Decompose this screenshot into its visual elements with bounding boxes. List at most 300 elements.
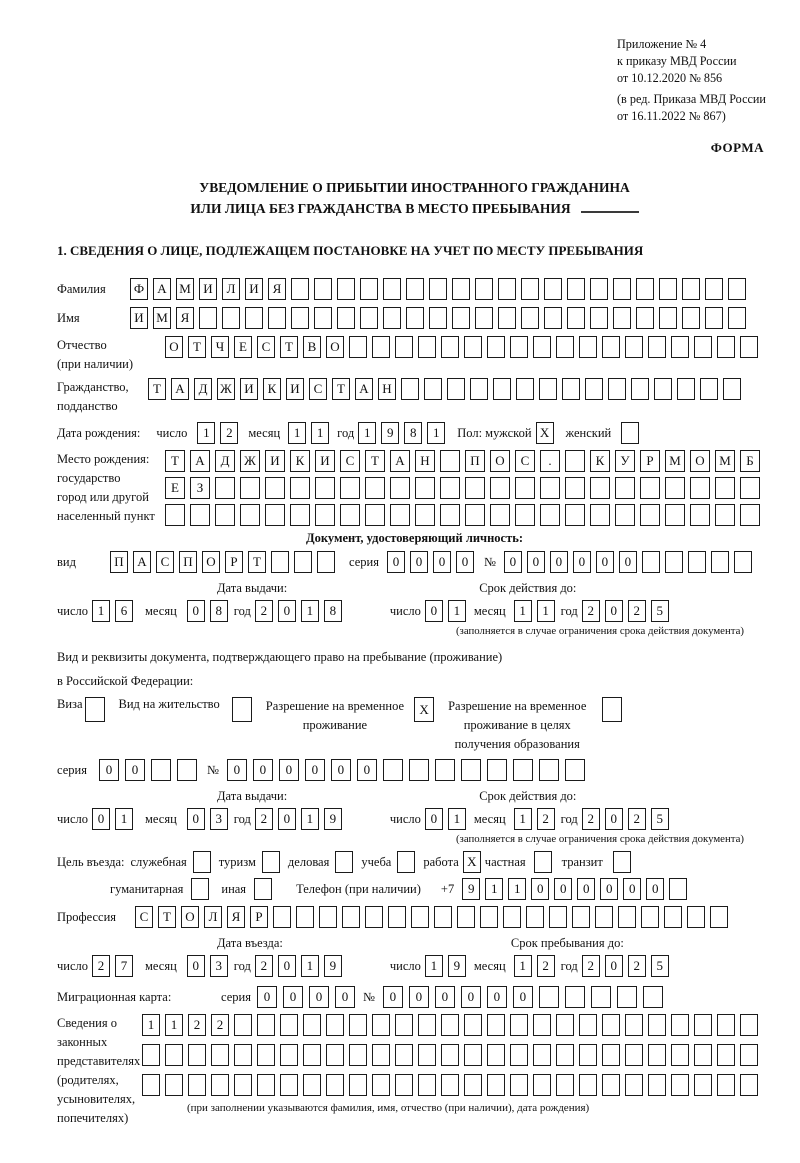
doc-series-cell[interactable]: 0 [387,551,405,573]
birthplace-cell[interactable] [640,504,660,526]
doc-type-cell[interactable]: П [110,551,128,573]
citizenship-cell[interactable] [562,378,580,400]
birthplace-cell[interactable] [390,477,410,499]
name-cell[interactable]: М [153,307,171,329]
name-cell[interactable] [567,307,585,329]
birthplace-cell[interactable]: К [290,450,310,472]
birthplace-cell[interactable]: Б [740,450,760,472]
birthplace-cell[interactable] [440,504,460,526]
permit-valid-year-cell[interactable]: 2 [628,808,646,830]
citizenship-cell[interactable]: А [355,378,373,400]
birthplace-cell[interactable]: Ж [240,450,260,472]
doc-issue-year-cell[interactable]: 1 [301,600,319,622]
representative-cell[interactable] [165,1044,183,1066]
surname-cell[interactable]: Ф [130,278,148,300]
patronymic-cell[interactable] [372,336,390,358]
name-cell[interactable] [521,307,539,329]
birthplace-cell[interactable] [240,477,260,499]
permit-series-cell[interactable] [177,759,197,781]
profession-cell[interactable]: С [135,906,153,928]
citizenship-cell[interactable]: С [309,378,327,400]
doc-type-cell[interactable]: А [133,551,151,573]
purpose-commercial-cell[interactable] [335,851,353,873]
surname-cell[interactable]: А [153,278,171,300]
migration-number-cell[interactable] [539,986,559,1008]
birthplace-cell[interactable] [565,477,585,499]
profession-cell[interactable] [273,906,291,928]
representative-cell[interactable] [372,1014,390,1036]
representative-cell[interactable] [602,1074,620,1096]
permit-issue-month-cell[interactable]: 0 [187,808,205,830]
temp-residence-checkbox-cell[interactable]: X [414,697,434,722]
name-cell[interactable] [728,307,746,329]
birthplace-cell[interactable]: Е [165,477,185,499]
representative-cell[interactable] [418,1074,436,1096]
phone-digit-cell[interactable]: 0 [531,878,549,900]
birthplace-cell[interactable] [715,504,735,526]
citizenship-cell[interactable] [631,378,649,400]
phone-digit-cell[interactable]: 0 [646,878,664,900]
doc-number-cell[interactable] [642,551,660,573]
doc-number-cell[interactable] [688,551,706,573]
citizenship-cell[interactable] [516,378,534,400]
birthplace-cell[interactable]: С [340,450,360,472]
profession-cell[interactable] [641,906,659,928]
representative-cell[interactable] [303,1074,321,1096]
birth-day-cell[interactable]: 1 [197,422,215,444]
profession-cell[interactable] [411,906,429,928]
representative-cell[interactable] [326,1044,344,1066]
surname-cell[interactable] [406,278,424,300]
citizenship-cell[interactable]: Ж [217,378,235,400]
representative-cell[interactable] [464,1014,482,1036]
profession-cell[interactable] [618,906,636,928]
entry-month-cell[interactable]: 3 [210,955,228,977]
citizenship-cell[interactable] [677,378,695,400]
purpose-work-cell[interactable]: X [463,851,481,873]
migration-series-cell[interactable]: 0 [335,986,355,1008]
purpose-tourism-cell[interactable] [262,851,280,873]
birthplace-cell[interactable]: М [715,450,735,472]
profession-cell[interactable] [572,906,590,928]
doc-valid-month-cell[interactable]: 1 [537,600,555,622]
representative-cell[interactable] [740,1014,758,1036]
citizenship-cell[interactable] [585,378,603,400]
patronymic-cell[interactable]: С [257,336,275,358]
representative-cell[interactable] [257,1014,275,1036]
birthplace-cell[interactable]: Т [365,450,385,472]
migration-number-cell[interactable]: 0 [487,986,507,1008]
temp-residence-edu-checkbox-cell[interactable] [602,697,622,722]
permit-issue-year-cell[interactable]: 1 [301,808,319,830]
birthplace-cell[interactable] [265,504,285,526]
purpose-business-cell[interactable] [193,851,211,873]
profession-cell[interactable]: Р [250,906,268,928]
representative-cell[interactable] [556,1044,574,1066]
surname-cell[interactable] [567,278,585,300]
birthplace-cell[interactable] [415,477,435,499]
doc-number-cell[interactable] [665,551,683,573]
birthplace-cell[interactable] [190,504,210,526]
representative-cell[interactable] [441,1044,459,1066]
doc-valid-day-cell[interactable]: 0 [425,600,443,622]
entry-year-cell[interactable]: 9 [324,955,342,977]
stay-year-cell[interactable]: 2 [628,955,646,977]
entry-day-cell[interactable]: 7 [115,955,133,977]
representative-cell[interactable] [694,1074,712,1096]
patronymic-cell[interactable] [740,336,758,358]
representative-cell[interactable] [211,1074,229,1096]
stay-year-cell[interactable]: 0 [605,955,623,977]
name-cell[interactable]: Я [176,307,194,329]
permit-number-cell[interactable]: 0 [331,759,351,781]
doc-type-cell[interactable]: П [179,551,197,573]
patronymic-cell[interactable] [510,336,528,358]
permit-number-cell[interactable] [383,759,403,781]
entry-day-cell[interactable]: 2 [92,955,110,977]
phone-digit-cell[interactable]: 0 [554,878,572,900]
name-cell[interactable] [705,307,723,329]
representative-cell[interactable] [648,1074,666,1096]
doc-issue-month-cell[interactable]: 0 [187,600,205,622]
doc-issue-year-cell[interactable]: 0 [278,600,296,622]
representative-cell[interactable] [533,1014,551,1036]
representative-cell[interactable] [487,1044,505,1066]
birthplace-cell[interactable] [290,477,310,499]
birthplace-cell[interactable] [740,504,760,526]
name-cell[interactable] [613,307,631,329]
representative-cell[interactable] [142,1074,160,1096]
representative-cell[interactable] [257,1074,275,1096]
permit-issue-year-cell[interactable]: 9 [324,808,342,830]
citizenship-cell[interactable] [654,378,672,400]
permit-valid-year-cell[interactable]: 5 [651,808,669,830]
birthplace-cell[interactable] [615,504,635,526]
birthplace-cell[interactable] [540,504,560,526]
birth-year-cell[interactable]: 1 [427,422,445,444]
name-cell[interactable] [222,307,240,329]
birthplace-cell[interactable] [740,477,760,499]
birthplace-cell[interactable] [565,504,585,526]
birthplace-cell[interactable]: А [390,450,410,472]
profession-cell[interactable]: Л [204,906,222,928]
phone-digit-cell[interactable]: 0 [623,878,641,900]
birthplace-cell[interactable] [365,504,385,526]
representative-cell[interactable] [579,1014,597,1036]
representative-cell[interactable] [395,1014,413,1036]
migration-number-cell[interactable]: 0 [461,986,481,1008]
citizenship-cell[interactable]: Н [378,378,396,400]
migration-number-cell[interactable] [643,986,663,1008]
citizenship-cell[interactable]: А [171,378,189,400]
patronymic-cell[interactable] [464,336,482,358]
surname-cell[interactable] [452,278,470,300]
surname-cell[interactable] [291,278,309,300]
patronymic-cell[interactable] [625,336,643,358]
doc-valid-year-cell[interactable]: 0 [605,600,623,622]
name-cell[interactable] [429,307,447,329]
residence-permit-checkbox-cell[interactable] [232,697,252,722]
representative-cell[interactable] [280,1044,298,1066]
doc-number-cell[interactable]: 0 [550,551,568,573]
permit-issue-year-cell[interactable]: 0 [278,808,296,830]
doc-valid-year-cell[interactable]: 2 [582,600,600,622]
name-cell[interactable] [452,307,470,329]
name-cell[interactable] [475,307,493,329]
representative-cell[interactable] [648,1044,666,1066]
permit-issue-day-cell[interactable]: 1 [115,808,133,830]
representative-cell[interactable] [441,1074,459,1096]
profession-cell[interactable] [503,906,521,928]
birthplace-cell[interactable]: Д [215,450,235,472]
profession-cell[interactable] [710,906,728,928]
name-cell[interactable] [590,307,608,329]
patronymic-cell[interactable]: Т [188,336,206,358]
stay-year-cell[interactable]: 5 [651,955,669,977]
birthplace-cell[interactable]: Р [640,450,660,472]
doc-number-cell[interactable] [711,551,729,573]
profession-cell[interactable] [549,906,567,928]
representative-cell[interactable] [349,1044,367,1066]
birth-day-cell[interactable]: 2 [220,422,238,444]
citizenship-cell[interactable] [470,378,488,400]
representative-cell[interactable] [579,1044,597,1066]
representative-cell[interactable] [740,1074,758,1096]
representative-cell[interactable] [510,1014,528,1036]
representative-cell[interactable] [487,1074,505,1096]
representative-cell[interactable] [418,1044,436,1066]
profession-cell[interactable] [480,906,498,928]
representative-cell[interactable] [694,1014,712,1036]
birthplace-cell[interactable] [690,504,710,526]
citizenship-cell[interactable] [493,378,511,400]
representative-cell[interactable] [234,1074,252,1096]
birthplace-cell[interactable] [615,477,635,499]
permit-number-cell[interactable]: 0 [253,759,273,781]
birthplace-cell[interactable] [315,477,335,499]
name-cell[interactable] [245,307,263,329]
representative-cell[interactable] [579,1074,597,1096]
birthplace-cell[interactable] [440,477,460,499]
citizenship-cell[interactable]: Д [194,378,212,400]
birthplace-cell[interactable] [240,504,260,526]
name-cell[interactable] [544,307,562,329]
representative-cell[interactable] [395,1074,413,1096]
patronymic-cell[interactable] [349,336,367,358]
doc-series-cell[interactable]: 0 [410,551,428,573]
migration-number-cell[interactable] [617,986,637,1008]
representative-cell[interactable] [671,1074,689,1096]
birthplace-cell[interactable] [390,504,410,526]
birthplace-cell[interactable] [540,477,560,499]
phone-digit-cell[interactable] [669,878,687,900]
birthplace-cell[interactable]: С [515,450,535,472]
migration-series-cell[interactable]: 0 [283,986,303,1008]
phone-digit-cell[interactable]: 0 [600,878,618,900]
permit-valid-year-cell[interactable]: 2 [582,808,600,830]
purpose-other-cell[interactable] [254,878,272,900]
permit-number-cell[interactable] [565,759,585,781]
representative-cell[interactable]: 2 [211,1014,229,1036]
surname-cell[interactable] [728,278,746,300]
representative-cell[interactable] [740,1044,758,1066]
representative-cell[interactable] [372,1074,390,1096]
permit-issue-year-cell[interactable]: 2 [255,808,273,830]
birthplace-cell[interactable]: И [315,450,335,472]
name-cell[interactable] [314,307,332,329]
permit-number-cell[interactable]: 0 [305,759,325,781]
doc-valid-month-cell[interactable]: 1 [514,600,532,622]
profession-cell[interactable] [365,906,383,928]
permit-number-cell[interactable] [461,759,481,781]
birth-month-cell[interactable]: 1 [311,422,329,444]
birthplace-cell[interactable]: А [190,450,210,472]
citizenship-cell[interactable]: Т [148,378,166,400]
surname-cell[interactable] [383,278,401,300]
doc-number-cell[interactable]: 0 [619,551,637,573]
birthplace-cell[interactable] [690,477,710,499]
birthplace-cell[interactable] [665,477,685,499]
representative-cell[interactable] [671,1044,689,1066]
permit-number-cell[interactable] [487,759,507,781]
representative-cell[interactable] [556,1014,574,1036]
surname-cell[interactable]: Л [222,278,240,300]
surname-cell[interactable] [544,278,562,300]
birthplace-cell[interactable] [465,504,485,526]
patronymic-cell[interactable] [418,336,436,358]
citizenship-cell[interactable] [424,378,442,400]
representative-cell[interactable] [142,1044,160,1066]
surname-cell[interactable] [360,278,378,300]
permit-series-cell[interactable] [151,759,171,781]
patronymic-cell[interactable]: Е [234,336,252,358]
surname-cell[interactable] [429,278,447,300]
permit-number-cell[interactable] [435,759,455,781]
stay-day-cell[interactable]: 9 [448,955,466,977]
representative-cell[interactable] [602,1044,620,1066]
patronymic-cell[interactable] [671,336,689,358]
birthplace-cell[interactable]: У [615,450,635,472]
birthplace-cell[interactable] [340,477,360,499]
doc-number-cell[interactable] [734,551,752,573]
permit-number-cell[interactable] [513,759,533,781]
permit-issue-month-cell[interactable]: 3 [210,808,228,830]
birthplace-cell[interactable]: З [190,477,210,499]
birthplace-cell[interactable]: О [490,450,510,472]
representative-cell[interactable] [625,1014,643,1036]
patronymic-cell[interactable] [556,336,574,358]
representative-cell[interactable] [717,1014,735,1036]
name-cell[interactable] [659,307,677,329]
doc-number-cell[interactable]: 0 [504,551,522,573]
surname-cell[interactable] [682,278,700,300]
migration-number-cell[interactable] [591,986,611,1008]
birthplace-cell[interactable] [440,450,460,472]
patronymic-cell[interactable] [602,336,620,358]
representative-cell[interactable] [211,1044,229,1066]
profession-cell[interactable]: Я [227,906,245,928]
representative-cell[interactable] [556,1074,574,1096]
migration-number-cell[interactable]: 0 [409,986,429,1008]
representative-cell[interactable] [464,1044,482,1066]
profession-cell[interactable] [434,906,452,928]
doc-series-cell[interactable]: 0 [433,551,451,573]
citizenship-cell[interactable]: К [263,378,281,400]
birthplace-cell[interactable] [590,504,610,526]
representative-cell[interactable] [625,1074,643,1096]
birthplace-cell[interactable]: О [690,450,710,472]
migration-number-cell[interactable]: 0 [435,986,455,1008]
surname-cell[interactable]: Я [268,278,286,300]
representative-cell[interactable] [418,1014,436,1036]
representative-cell[interactable] [188,1044,206,1066]
surname-cell[interactable] [705,278,723,300]
surname-cell[interactable] [636,278,654,300]
representative-cell[interactable] [280,1074,298,1096]
representative-cell[interactable] [303,1014,321,1036]
representative-cell[interactable] [533,1074,551,1096]
surname-cell[interactable] [498,278,516,300]
profession-cell[interactable]: Т [158,906,176,928]
name-cell[interactable] [291,307,309,329]
surname-cell[interactable] [659,278,677,300]
representative-cell[interactable] [717,1074,735,1096]
phone-digit-cell[interactable]: 9 [462,878,480,900]
doc-number-cell[interactable]: 0 [527,551,545,573]
representative-cell[interactable] [533,1044,551,1066]
doc-type-cell[interactable]: Р [225,551,243,573]
representative-cell[interactable] [257,1044,275,1066]
phone-digit-cell[interactable]: 1 [485,878,503,900]
profession-cell[interactable] [388,906,406,928]
citizenship-cell[interactable] [608,378,626,400]
doc-type-cell[interactable] [317,551,335,573]
profession-cell[interactable] [296,906,314,928]
name-cell[interactable] [268,307,286,329]
permit-valid-month-cell[interactable]: 1 [514,808,532,830]
name-cell[interactable] [337,307,355,329]
patronymic-cell[interactable] [694,336,712,358]
birth-year-cell[interactable]: 8 [404,422,422,444]
representative-cell[interactable] [372,1044,390,1066]
birthplace-cell[interactable]: П [465,450,485,472]
stay-year-cell[interactable]: 2 [582,955,600,977]
patronymic-cell[interactable] [395,336,413,358]
birth-year-cell[interactable]: 1 [358,422,376,444]
birthplace-cell[interactable] [265,477,285,499]
doc-number-cell[interactable]: 0 [596,551,614,573]
permit-number-cell[interactable]: 0 [227,759,247,781]
birthplace-cell[interactable] [415,504,435,526]
stay-month-cell[interactable]: 2 [537,955,555,977]
name-cell[interactable] [406,307,424,329]
profession-cell[interactable] [687,906,705,928]
birthplace-cell[interactable] [215,477,235,499]
surname-cell[interactable]: И [199,278,217,300]
doc-issue-day-cell[interactable]: 6 [115,600,133,622]
patronymic-cell[interactable] [717,336,735,358]
purpose-humanitarian-cell[interactable] [191,878,209,900]
birthplace-cell[interactable]: И [265,450,285,472]
permit-number-cell[interactable] [409,759,429,781]
patronymic-cell[interactable]: О [165,336,183,358]
permit-valid-day-cell[interactable]: 0 [425,808,443,830]
permit-valid-month-cell[interactable]: 2 [537,808,555,830]
permit-number-cell[interactable] [539,759,559,781]
male-checkbox-cell[interactable]: X [536,422,554,444]
birthplace-cell[interactable] [315,504,335,526]
name-cell[interactable] [682,307,700,329]
